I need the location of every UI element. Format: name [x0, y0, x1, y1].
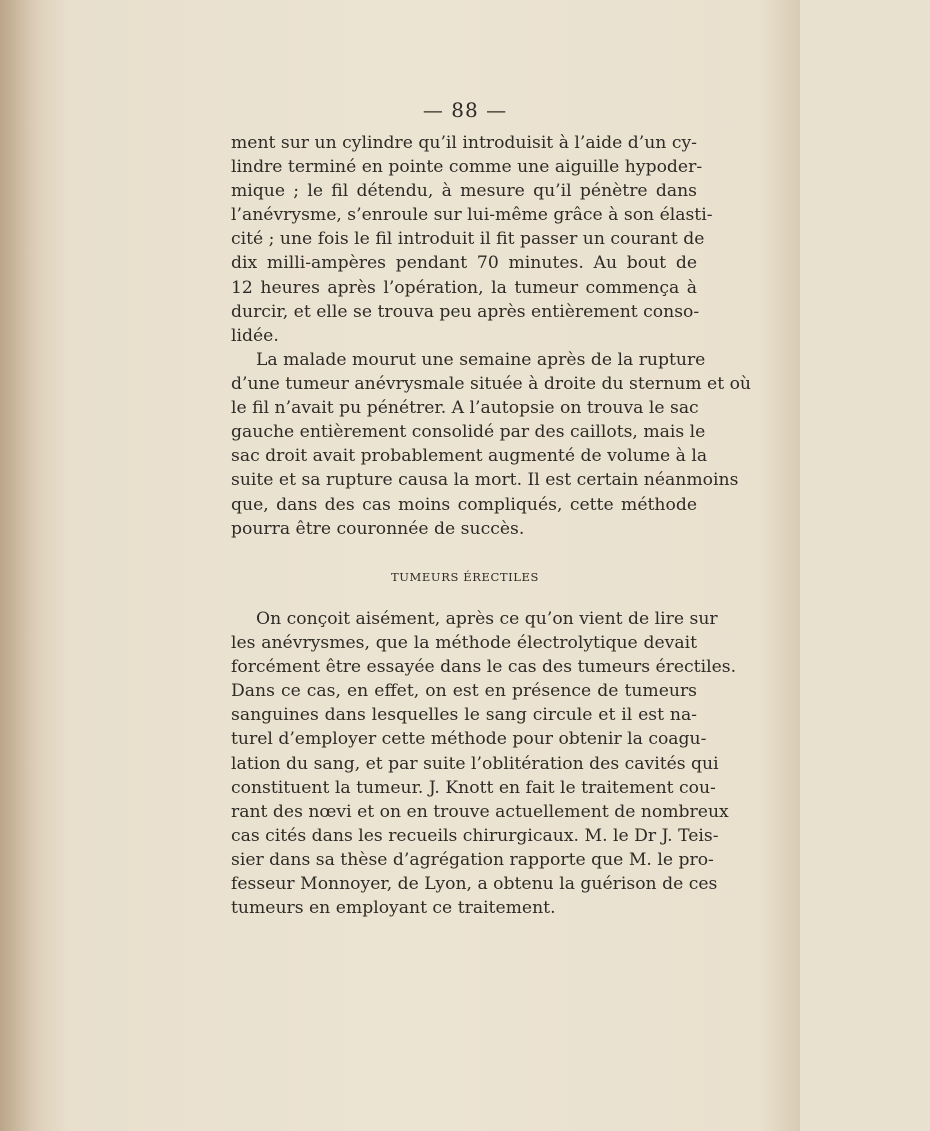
text-line: cité ; une fois le fil introduit il fit passer un courant de — [231, 229, 705, 250]
text-line: durcir, et elle se trouva peu après entièrement conso- — [231, 301, 700, 322]
paragraph-continued — [231, 131, 713, 348]
text-line: sac droit avait probablement augmenté de volume à la — [231, 446, 708, 467]
text-line: l’anévrysme, s’enroule sur lui-même grâce à son élasti- — [231, 205, 713, 226]
text-line: dix milli-ampères pendant 70 minutes. Au bout de — [231, 253, 697, 274]
section-heading: TUMEURS ÉRECTILES — [391, 570, 539, 584]
text-line: d’une tumeur anévrysmale située à droite du sternum et où — [231, 374, 751, 395]
text-line: que, dans des cas moins compliqués, cette méthode — [231, 494, 697, 515]
paragraph-autopsy — [231, 348, 751, 541]
text-line: Dans ce cas, en effet, on est en présence de tumeurs — [231, 681, 697, 702]
text-line: lidée. — [231, 325, 279, 346]
text-line: les anévrysmes, que la méthode électrolytique devait — [231, 633, 697, 654]
text-line: sier dans sa thèse d’agrégation rapporte que M. le pro- — [231, 849, 714, 870]
text-line: tumeurs en employant ce traitement. — [231, 898, 556, 919]
text-line: rant des nœvi et on en trouve actuellement de nombreux — [231, 801, 729, 822]
text-line: lation du sang, et par suite l’oblitération des cavités qui — [231, 753, 719, 774]
paragraph-erectile-tumors — [231, 607, 737, 920]
text-line: La malade mourut une semaine après de la rupture — [256, 350, 706, 370]
text-line: turel d’employer cette méthode pour obtenir la coagu- — [231, 729, 707, 750]
text-line: On conçoit aisément, après ce qu’on vient de lire sur — [256, 609, 718, 629]
text-line: mique ; le fil détendu, à mesure qu’il pénètre dans — [231, 181, 697, 202]
text-line: 12 heures après l’opération, la tumeur commença à — [231, 277, 697, 298]
text-line: gauche entièrement consolidé par des caillots, mais le — [231, 422, 706, 443]
page-edge-shadow — [0, 0, 40, 1131]
text-line: sanguines dans lesquelles le sang circule et il est na- — [231, 705, 697, 726]
text-line: pourra être couronnée de succès. — [231, 518, 525, 539]
text-line: ment sur un cylindre qu’il introduisit à l’aide d’un cy- — [231, 133, 697, 153]
text-line: forcément être essayée dans le cas des tumeurs érectiles. — [231, 657, 737, 678]
text-line: cas cités dans les recueils chirurgicaux. M. le Dr J. Teis- — [231, 825, 719, 846]
text-line: constituent la tumeur. J. Knott en fait le traitement cou- — [231, 777, 716, 798]
text-line: le fil n’avait pu pénétrer. A l’autopsie on trouva le sac — [231, 398, 699, 419]
text-line: fesseur Monnoyer, de Lyon, a obtenu la guérison de ces — [231, 874, 718, 895]
page-number: — 88 — — [422, 98, 508, 122]
text-line: lindre terminé en pointe comme une aiguille hypoder- — [231, 157, 703, 178]
text-line: suite et sa rupture causa la mort. Il est certain néanmoins — [231, 470, 739, 491]
